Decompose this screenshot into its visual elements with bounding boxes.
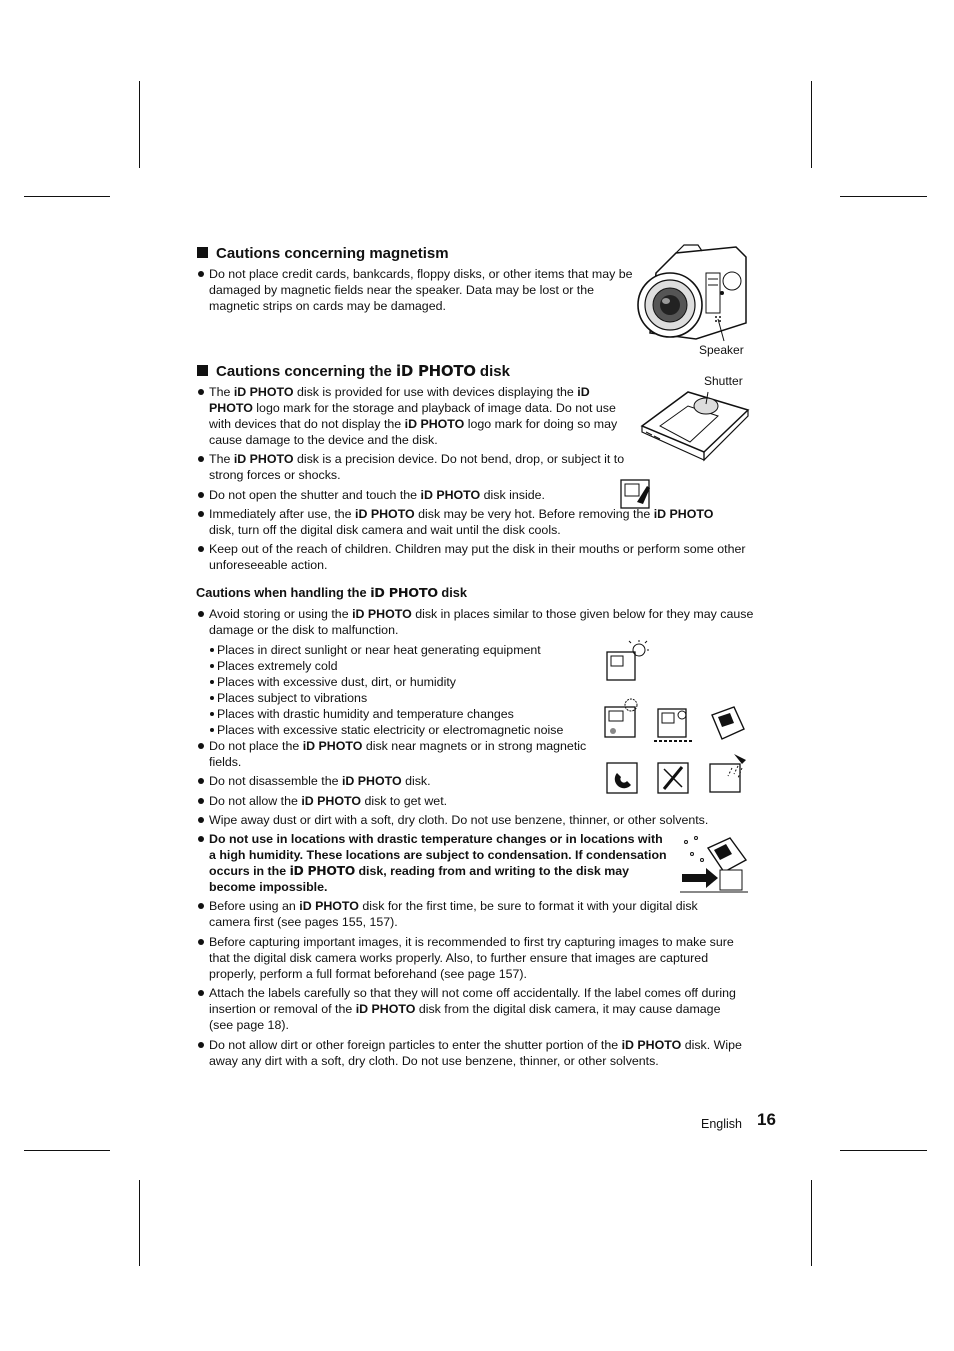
magnetism-heading: Cautions concerning magnetism [197,245,449,263]
condensation-icon [678,834,750,894]
square-bullet-icon [197,365,208,376]
magnetism-bullet: Do not place credit cards, bankcards, floppy disks, or other items that may be damaged by magnetic fields near the speaker. Data may be lost or the magnetic strips on cards may be damaged. [196,266,645,314]
id-photo-logo: iD PHOTO [370,586,438,601]
disk-bullet-4: Immediately after use, the iD PHOTO disk may be very hot. Before removing the iD PHOTO disk, turn off the digital disk camera and wait until the disk cools. [196,506,739,538]
disk-bullet-3: Do not open the shutter and touch the iD PHOTO disk inside. [196,487,629,503]
temperature-change-icon [708,703,748,743]
handling-bullet-10: Do not allow dirt or other foreign particles to enter the shutter portion of the iD PHOTO disk. Wipe away any dirt with a soft, dry cloth. Do not use benzene, thinner, or other solvents. [196,1037,744,1069]
crop-mark [24,1150,110,1151]
place-item: Places extremely cold [208,658,338,674]
crop-mark [840,196,927,197]
handling-bullet-4: Do not allow the iD PHOTO disk to get wet. [196,793,609,809]
handling-bullet-1: Avoid storing or using the iD PHOTO disk in places similar to those given below for they may cause damage or the disk to malfunction. [196,606,754,638]
handling-bullet-7: Before using an iD PHOTO disk for the first time, be sure to format it with your digital disk camera first (see pages 155, 157). [196,898,739,930]
place-item: Places with excessive static electricity or electromagnetic noise [208,722,563,738]
place-item: Places in direct sunlight or near heat generating equipment [208,642,541,658]
dust-humidity-icon [603,697,643,739]
footer-language: English [701,1117,742,1131]
square-bullet-icon [197,247,208,258]
place-item: Places with excessive dust, dirt, or humidity [208,674,456,690]
page-number: 16 [757,1110,776,1129]
handling-bullet-2: Do not place the iD PHOTO disk near magnets or in strong magnetic fields. [196,738,621,770]
place-item: Places subject to vibrations [208,690,367,706]
crop-mark [139,81,140,168]
handling-bullet-9: Attach the labels carefully so that they will not come off accidentally. If the label comes off during insertion or removal of the iD PHOTO disk from the digital disk camera, it may cause damage (see page 18). [196,985,744,1033]
handling-bullet-5: Wipe away dust or dirt with a soft, dry cloth. Do not use benzene, thinner, or other solvents. [196,812,754,828]
crop-mark [139,1180,140,1266]
handling-bullet-8: Before capturing important images, it is recommended to first try capturing images to make sure that the digital disk camera works properly. Also, to further ensure that images are captured properly, perform a full format beforehand (see page 157). [196,934,739,982]
sunlight-heat-icon [605,640,649,682]
crop-mark [24,196,110,197]
vibration-icon [652,703,696,745]
speaker-caption: Speaker [699,343,744,357]
place-item: Places with drastic humidity and temperature changes [208,706,514,722]
handling-bullet-3: Do not disassemble the iD PHOTO disk. [196,773,609,789]
disassemble-icon [656,761,692,795]
handling-heading: Cautions when handling the iD PHOTO disk [196,585,467,601]
water-icon [708,752,750,794]
crop-mark [811,81,812,168]
handling-bullet-6: Do not use in locations with drastic temperature changes or in locations with a high humidity. These locations are subject to condensation. If condensation occurs in the iD PHOTO disk, reading from and writing to the disk may become impossible. [196,831,669,895]
camera-illustration [636,243,750,343]
shutter-caption: Shutter [704,374,743,388]
disk-heading: Cautions concerning the iD PHOTO disk [197,362,510,381]
crop-mark [840,1150,927,1151]
crop-mark [811,1180,812,1266]
disk-illustration [640,386,750,462]
disk-bullet-5: Keep out of the reach of children. Children may put the disk in their mouths or perform some other unforeseeable action. [196,541,754,573]
id-photo-logo: iD PHOTO [396,362,476,380]
disk-bullet-2: The iD PHOTO disk is a precision device. Do not bend, drop, or subject it to strong forces or shocks. [196,451,633,483]
disk-bullet-1: The iD PHOTO disk is provided for use with devices displaying the iD PHOTO logo mark for the storage and playback of image data. Do not use with devices that do not display the iD PHOTO logo mark for doing so may cause damage to the device and the disk. [196,384,629,448]
